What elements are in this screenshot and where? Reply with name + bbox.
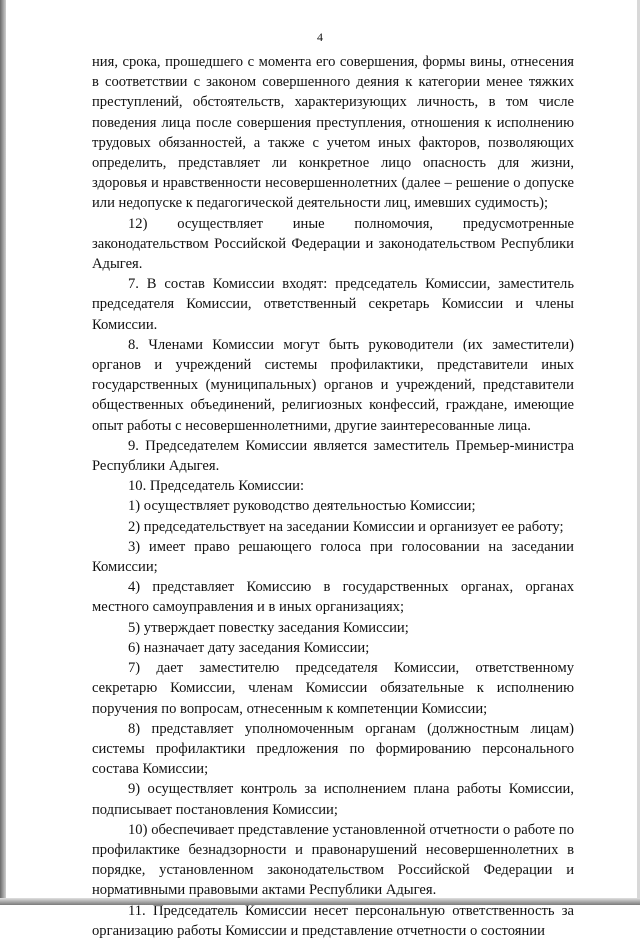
list-item-8: 8) представляет уполномоченным органам (должностным лицам) системы профилактики предложения по формированию персонального состава Комиссии; <box>92 720 574 778</box>
list-item-3: 3) имеет право решающего голоса при голосовании на заседании Комиссии; <box>92 538 574 576</box>
paragraph-item-12: 12) осуществляет иные полномочия, предусмотренные законодательством Российской Федерации и законодательством Республики Адыгея. <box>92 215 574 273</box>
list-item-6: 6) назначает дату заседания Комиссии; <box>128 639 370 656</box>
list-item-5: 5) утверждает повестку заседания Комиссии; <box>128 619 409 636</box>
paragraph-8: 8. Членами Комиссии могут быть руководители (их заместители) органов и учреждений системы профилактики, представители иных государственных (муниципальных) органов и учреждений, представители общественных объединений, религиозных конфессий, граждане, имеющие опыт работы с несовершеннолетними, другие заинтересованные лица. <box>92 336 574 434</box>
scan-shadow-left <box>0 0 6 905</box>
document-body <box>92 52 574 941</box>
paragraph-10: 10. Председатель Комиссии: <box>128 478 305 495</box>
page-number: 4 <box>317 30 323 44</box>
list-item-4: 4) представляет Комиссию в государственных органах, органах местного самоуправления и в иных организациях; <box>92 579 574 616</box>
list-item-10: 10) обеспечивает представление установленной отчетности о работе по профилактике безнадзорности и правонарушений несовершеннолетних в порядке, установленном законодательством Российской Федерации и нормативными правовыми актами Республики Адыгея. <box>92 821 574 899</box>
list-item-9: 9) осуществляет контроль за исполнением плана работы Комиссии, подписывает постановления Комиссии; <box>92 781 574 818</box>
list-item-2: 2) председательствует на заседании Комиссии и организует ее работу; <box>128 518 564 535</box>
list-item-1: 1) осуществляет руководство деятельностью Комиссии; <box>128 498 476 515</box>
paragraph-11: 11. Председатель Комиссии несет персональную ответственность за организацию работы Комиссии и представление отчетности о состоянии <box>92 902 574 939</box>
paragraph-continuation: ния, срока, прошедшего с момента его совершения, формы вины, отнесения в соответствии с законом совершенного деяния к категории менее тяжких преступлений, обстоятельств, характеризующих личность, в том числе поведения лица после совершения преступления, отношения к исполнению трудовых обязанностей, а также с учетом иных факторов, позволяющих определить, представляет ли конкретное лицо опасность для жизни, здоровья и нравственности несовершеннолетних (далее – решение о допуске или недопуске к педагогической деятельности лиц, имевших судимость); <box>92 54 574 212</box>
paragraph-9: 9. Председателем Комиссии является заместитель Премьер-министра Республики Адыгея. <box>92 437 574 475</box>
paragraph-7: 7. В состав Комиссии входят: председатель Комиссии, заместитель председателя Комиссии, ответственный секретарь Комиссии и члены Комиссии. <box>92 276 574 333</box>
list-item-7: 7) дает заместителю председателя Комиссии, ответственному секретарю Комиссии, членам Комиссии обязательные к исполнению поручения по вопросам, отнесенным к компетенции Комиссии; <box>92 660 574 717</box>
